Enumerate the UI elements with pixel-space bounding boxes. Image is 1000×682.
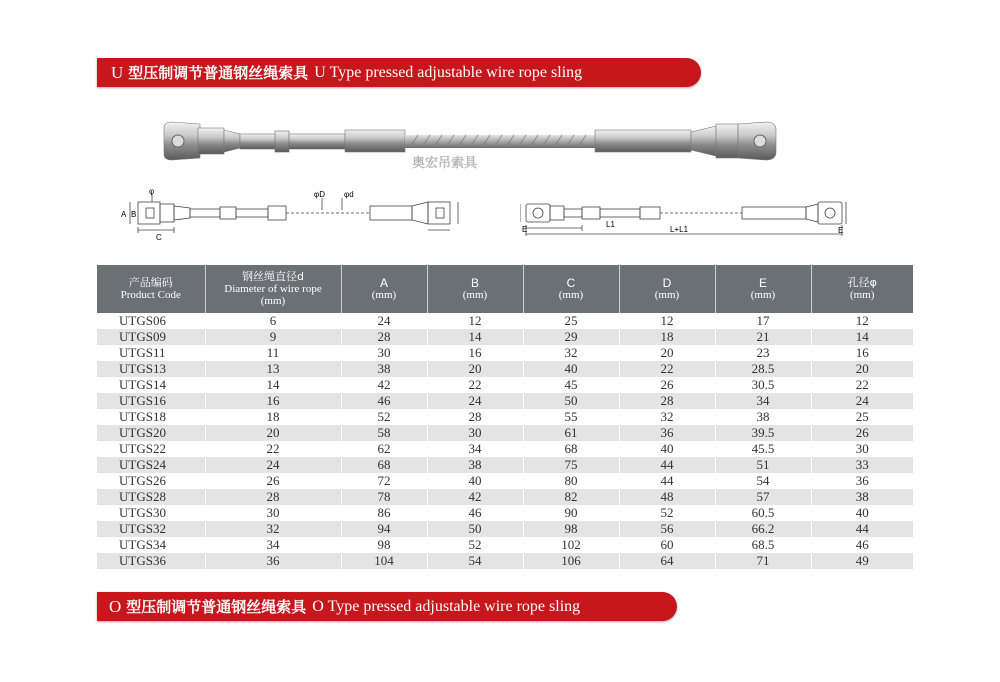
table-cell: 80	[523, 473, 619, 489]
table-cell: 44	[811, 521, 913, 537]
table-cell: 11	[205, 345, 341, 361]
table-cell: UTGS30	[97, 505, 205, 521]
table-row	[97, 313, 913, 329]
table-cell: 25	[523, 313, 619, 329]
table-cell: 40	[523, 361, 619, 377]
table-row	[97, 489, 913, 505]
table-cell: 36	[619, 425, 715, 441]
dim-label-l-l1: L+L1	[670, 225, 689, 234]
table-cell: 13	[205, 361, 341, 377]
table-cell: UTGS24	[97, 457, 205, 473]
table-cell: 68	[341, 457, 427, 473]
table-cell: 38	[715, 409, 811, 425]
table-cell: 36	[811, 473, 913, 489]
banner-title-cn: 型压制调节普通钢丝绳索具	[126, 598, 307, 616]
table-cell: 58	[341, 425, 427, 441]
table-cell: 18	[619, 329, 715, 345]
table-cell: 61	[523, 425, 619, 441]
table-cell: 16	[811, 345, 913, 361]
table-row	[97, 345, 913, 361]
banner-code: U	[111, 62, 124, 82]
table-cell: 45.5	[715, 441, 811, 457]
table-row	[97, 553, 913, 569]
table-cell: 30.5	[715, 377, 811, 393]
table-row	[97, 361, 913, 377]
table-cell: 22	[619, 361, 715, 377]
header-e: E (mm)	[715, 265, 811, 313]
table-cell: 50	[523, 393, 619, 409]
table-cell: 52	[619, 505, 715, 521]
table-cell: 50	[427, 521, 523, 537]
table-cell: 12	[427, 313, 523, 329]
table-row	[97, 537, 913, 553]
table-row	[97, 441, 913, 457]
table-row	[97, 473, 913, 489]
dim-label-c: C	[156, 233, 162, 242]
dim-label-e-right: E	[838, 226, 844, 235]
header-d: D (mm)	[619, 265, 715, 313]
table-cell: 22	[205, 441, 341, 457]
table-row	[97, 329, 913, 345]
table-cell: UTGS28	[97, 489, 205, 505]
table-cell: 68.5	[715, 537, 811, 553]
table-cell: 34	[427, 441, 523, 457]
table-cell: UTGS11	[97, 345, 205, 361]
table-row	[97, 425, 913, 441]
table-cell: 86	[341, 505, 427, 521]
watermark-text: 奥宏吊索具	[412, 156, 478, 171]
table-cell: 38	[427, 457, 523, 473]
table-cell: 22	[811, 377, 913, 393]
table-cell: 32	[523, 345, 619, 361]
table-cell: 42	[341, 377, 427, 393]
header-c: C (mm)	[523, 265, 619, 313]
table-cell: 14	[427, 329, 523, 345]
table-cell: 106	[523, 553, 619, 569]
banner-code: O	[109, 596, 122, 616]
table-cell: 38	[811, 489, 913, 505]
table-cell: 28	[341, 329, 427, 345]
table-cell: 24	[341, 313, 427, 329]
table-cell: 57	[715, 489, 811, 505]
table-cell: 28	[427, 409, 523, 425]
table-cell: UTGS20	[97, 425, 205, 441]
header-product-code: 产品编码 Product Code	[97, 265, 205, 313]
table-row	[97, 409, 913, 425]
table-cell: UTGS13	[97, 361, 205, 377]
table-cell: 94	[341, 521, 427, 537]
table-cell: 46	[811, 537, 913, 553]
dim-label-phid-big: φD	[314, 190, 325, 199]
table-cell: 54	[427, 553, 523, 569]
table-cell: 23	[715, 345, 811, 361]
table-cell: 52	[341, 409, 427, 425]
table-cell: 54	[715, 473, 811, 489]
table-cell: 64	[619, 553, 715, 569]
table-row	[97, 377, 913, 393]
table-cell: 90	[523, 505, 619, 521]
banner-title-en: O Type pressed adjustable wire rope sling	[312, 597, 581, 615]
table-cell: 9	[205, 329, 341, 345]
table-cell: 48	[619, 489, 715, 505]
table-cell: 14	[811, 329, 913, 345]
dim-label-b: B	[131, 210, 137, 219]
table-cell: 82	[523, 489, 619, 505]
table-cell: 56	[619, 521, 715, 537]
dim-label-e-left: E	[522, 225, 528, 234]
table-cell: UTGS36	[97, 553, 205, 569]
table-cell: 16	[205, 393, 341, 409]
section-banner-o-type	[97, 592, 677, 621]
table-row	[97, 505, 913, 521]
table-cell: 44	[619, 457, 715, 473]
table-cell: 62	[341, 441, 427, 457]
table-cell: 21	[715, 329, 811, 345]
table-cell: 66.2	[715, 521, 811, 537]
table-cell: 20	[205, 425, 341, 441]
table-cell: 33	[811, 457, 913, 473]
table-cell: 98	[523, 521, 619, 537]
table-cell: UTGS26	[97, 473, 205, 489]
table-cell: UTGS32	[97, 521, 205, 537]
table-cell: 72	[341, 473, 427, 489]
table-cell: 75	[523, 457, 619, 473]
section-banner-u-type	[97, 58, 701, 87]
table-cell: 51	[715, 457, 811, 473]
table-cell: 25	[811, 409, 913, 425]
table-cell: UTGS06	[97, 313, 205, 329]
table-cell: UTGS22	[97, 441, 205, 457]
table-cell: 6	[205, 313, 341, 329]
table-row	[97, 457, 913, 473]
table-cell: 68	[523, 441, 619, 457]
table-cell: 39.5	[715, 425, 811, 441]
table-cell: 30	[341, 345, 427, 361]
table-cell: 30	[811, 441, 913, 457]
table-cell: 28	[619, 393, 715, 409]
table-cell: 24	[811, 393, 913, 409]
header-hole-diameter: 孔径φ (mm)	[811, 265, 913, 313]
table-cell: 60.5	[715, 505, 811, 521]
table-cell: 98	[341, 537, 427, 553]
table-cell: 26	[205, 473, 341, 489]
table-cell: 45	[523, 377, 619, 393]
table-cell: 40	[427, 473, 523, 489]
table-cell: 24	[205, 457, 341, 473]
table-cell: 40	[811, 505, 913, 521]
table-cell: 36	[205, 553, 341, 569]
table-cell: UTGS14	[97, 377, 205, 393]
table-cell: 71	[715, 553, 811, 569]
table-cell: 42	[427, 489, 523, 505]
table-cell: 16	[427, 345, 523, 361]
table-cell: 52	[427, 537, 523, 553]
table-cell: 30	[427, 425, 523, 441]
table-cell: 28	[205, 489, 341, 505]
u-type-diagram	[118, 188, 490, 244]
table-cell: 34	[205, 537, 341, 553]
table-cell: 78	[341, 489, 427, 505]
dim-label-phi: φ	[149, 188, 155, 196]
table-cell: 29	[523, 329, 619, 345]
table-cell: 20	[427, 361, 523, 377]
table-cell: 24	[427, 393, 523, 409]
table-cell: 30	[205, 505, 341, 521]
table-cell: 44	[619, 473, 715, 489]
table-cell: 18	[205, 409, 341, 425]
table-cell: 28.5	[715, 361, 811, 377]
banner-title-cn: 型压制调节普通钢丝绳索具	[128, 64, 309, 82]
dim-label-phid-small: φd	[344, 190, 354, 199]
table-cell: 102	[523, 537, 619, 553]
table-cell: 40	[619, 441, 715, 457]
table-cell: 26	[619, 377, 715, 393]
banner-title-en: U Type pressed adjustable wire rope sling	[314, 63, 583, 81]
table-cell: 12	[811, 313, 913, 329]
table-cell: 32	[205, 521, 341, 537]
spec-table	[97, 265, 913, 569]
header-a: A (mm)	[341, 265, 427, 313]
header-rope-diameter: 钢丝绳直径d Diameter of wire rope (mm)	[205, 265, 341, 313]
table-cell: UTGS34	[97, 537, 205, 553]
table-cell: 104	[341, 553, 427, 569]
table-cell: 20	[811, 361, 913, 377]
table-cell: UTGS09	[97, 329, 205, 345]
table-cell: 32	[619, 409, 715, 425]
header-b: B (mm)	[427, 265, 523, 313]
o-type-diagram	[520, 192, 850, 240]
table-row	[97, 521, 913, 537]
table-cell: 22	[427, 377, 523, 393]
table-cell: 46	[341, 393, 427, 409]
dim-label-a: A	[121, 210, 127, 219]
table-cell: 26	[811, 425, 913, 441]
table-cell: 17	[715, 313, 811, 329]
dim-label-l1: L1	[606, 220, 615, 229]
table-cell: 38	[341, 361, 427, 377]
table-cell: 14	[205, 377, 341, 393]
table-cell: 55	[523, 409, 619, 425]
table-cell: UTGS18	[97, 409, 205, 425]
table-header-row	[97, 265, 913, 313]
table-cell: 46	[427, 505, 523, 521]
table-cell: 49	[811, 553, 913, 569]
table-cell: 34	[715, 393, 811, 409]
table-cell: UTGS16	[97, 393, 205, 409]
table-cell: 60	[619, 537, 715, 553]
table-row	[97, 393, 913, 409]
table-cell: 20	[619, 345, 715, 361]
table-cell: 12	[619, 313, 715, 329]
